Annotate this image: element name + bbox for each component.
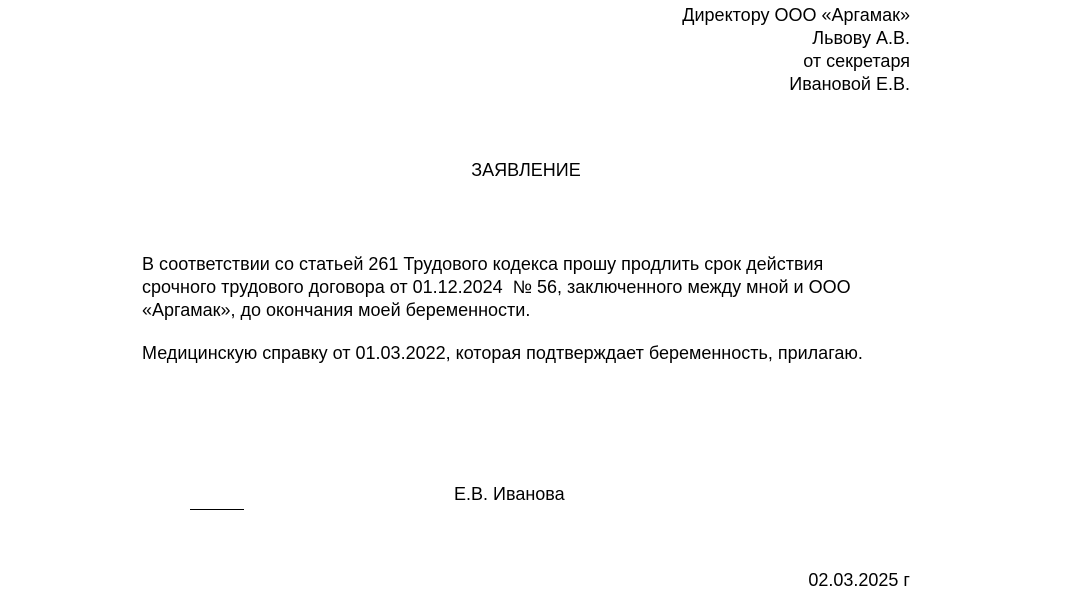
signature-line <box>190 509 244 510</box>
signature-name: Е.В. Иванова <box>454 484 565 504</box>
body-paragraph-1 <box>142 253 902 322</box>
addressee-line: Ивановой Е.В. <box>789 74 910 94</box>
body-line: «Аргамак», до окончания моей беременности. <box>142 300 531 320</box>
addressee-line: от секретаря <box>803 51 910 71</box>
body-line: В соответствии со статьей 261 Трудового кодекса прошу продлить срок действия <box>142 254 824 274</box>
addressee-line: Львову А.В. <box>812 28 910 48</box>
addressee-line: Директору ООО «Аргамак» <box>682 5 910 25</box>
addressee-block <box>682 4 910 96</box>
document-title: ЗАЯВЛЕНИЕ <box>471 160 581 180</box>
body-paragraph-2: Медицинскую справку от 01.03.2022, которая подтверждает беременность, прилагаю. <box>142 343 863 363</box>
body-line: срочного трудового договора от 01.12.2024 № 56, заключенного между мной и ООО <box>142 277 851 297</box>
document-date: 02.03.2025 г <box>808 570 910 590</box>
